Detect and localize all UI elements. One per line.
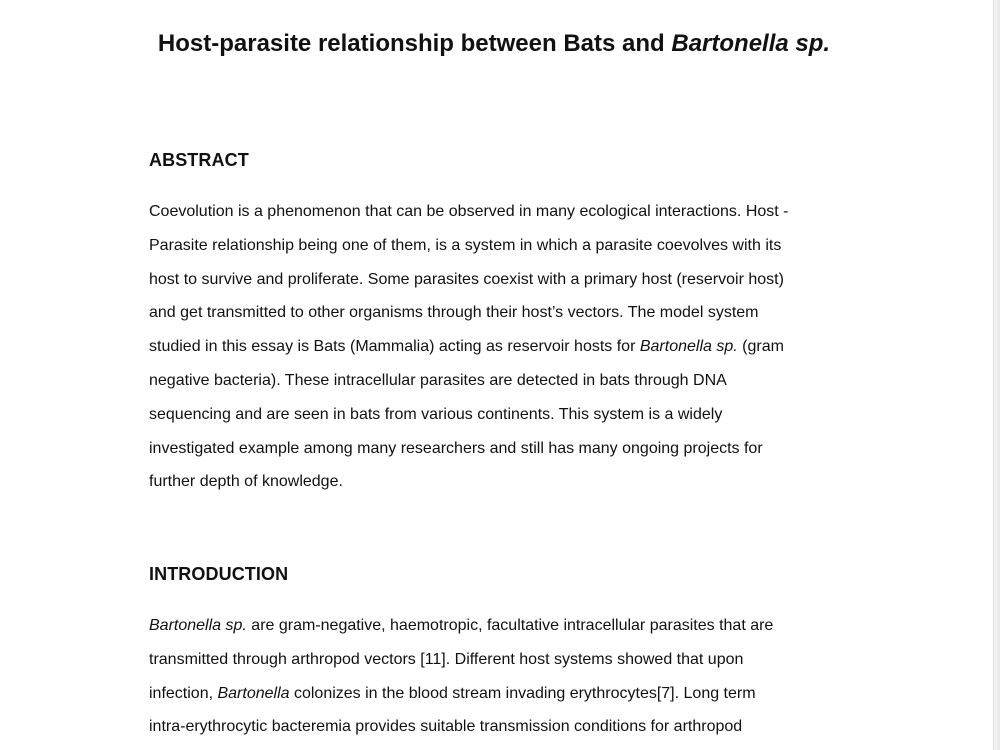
abstract-line: [149, 432, 849, 466]
introduction-line: [149, 643, 849, 677]
page-edge-scrollbar[interactable]: [993, 0, 1000, 750]
abstract-line: [149, 195, 849, 229]
introduction-paragraph: [149, 609, 849, 744]
abstract-line: [149, 330, 849, 364]
abstract-line: [149, 465, 849, 499]
line-text-post: colonizes in the blood stream invading erythrocytes[7]. Long term: [289, 684, 756, 702]
document-title: [0, 30, 988, 58]
introduction-line: [149, 609, 849, 643]
line-text: and get transmitted to other organisms through their host’s vectors. The model system: [149, 304, 759, 322]
abstract-line: [149, 296, 849, 330]
title-text: Host-parasite relationship between Bats and: [157, 30, 672, 57]
line-text: Coevolution is a phenomenon that can be observed in many ecological interactions. Host -: [149, 203, 789, 220]
line-text-pre: infection,: [149, 684, 218, 702]
line-text: host to survive and proliferate. Some parasites coexist with a primary host (reservoir host): [149, 270, 784, 288]
line-text-italic: Bartonella sp.: [639, 338, 738, 356]
introduction-line: [149, 710, 849, 744]
abstract-line: [149, 229, 849, 263]
title-italic-text: Bartonella sp.: [671, 30, 831, 57]
line-text-pre: studied in this essay is Bats (Mammalia) acting as reservoir hosts for: [149, 338, 640, 356]
line-text: sequencing and are seen in bats from various continents. This system is a widely: [149, 405, 723, 423]
abstract-line: [149, 364, 849, 398]
line-text: negative bacteria). These intracellular parasites are detected in bats through DNA: [149, 371, 727, 389]
line-text-post: (gram: [737, 338, 784, 356]
introduction-heading: INTRODUCTION: [149, 564, 289, 584]
abstract-line: [149, 263, 849, 297]
abstract-heading: ABSTRACT: [149, 150, 249, 170]
abstract-paragraph: [149, 195, 849, 499]
line-text-italic: Bartonella sp.: [149, 617, 247, 634]
abstract-line: [149, 398, 849, 432]
line-text: investigated example among many researchers and still has many ongoing projects for: [149, 439, 763, 457]
line-text-post: are gram-negative, haemotropic, facultative intracellular parasites that are: [246, 617, 774, 634]
line-text: intra-erythrocytic bacteremia provides suitable transmission conditions for arthropod: [149, 718, 743, 736]
line-text: transmitted through arthropod vectors [11]. Different host systems showed that upon: [149, 650, 744, 668]
introduction-line: [149, 677, 849, 711]
line-text: Parasite relationship being one of them, is a system in which a parasite coevolves with its: [149, 236, 782, 254]
line-text-italic: Bartonella: [217, 684, 290, 702]
line-text: further depth of knowledge.: [149, 473, 343, 491]
